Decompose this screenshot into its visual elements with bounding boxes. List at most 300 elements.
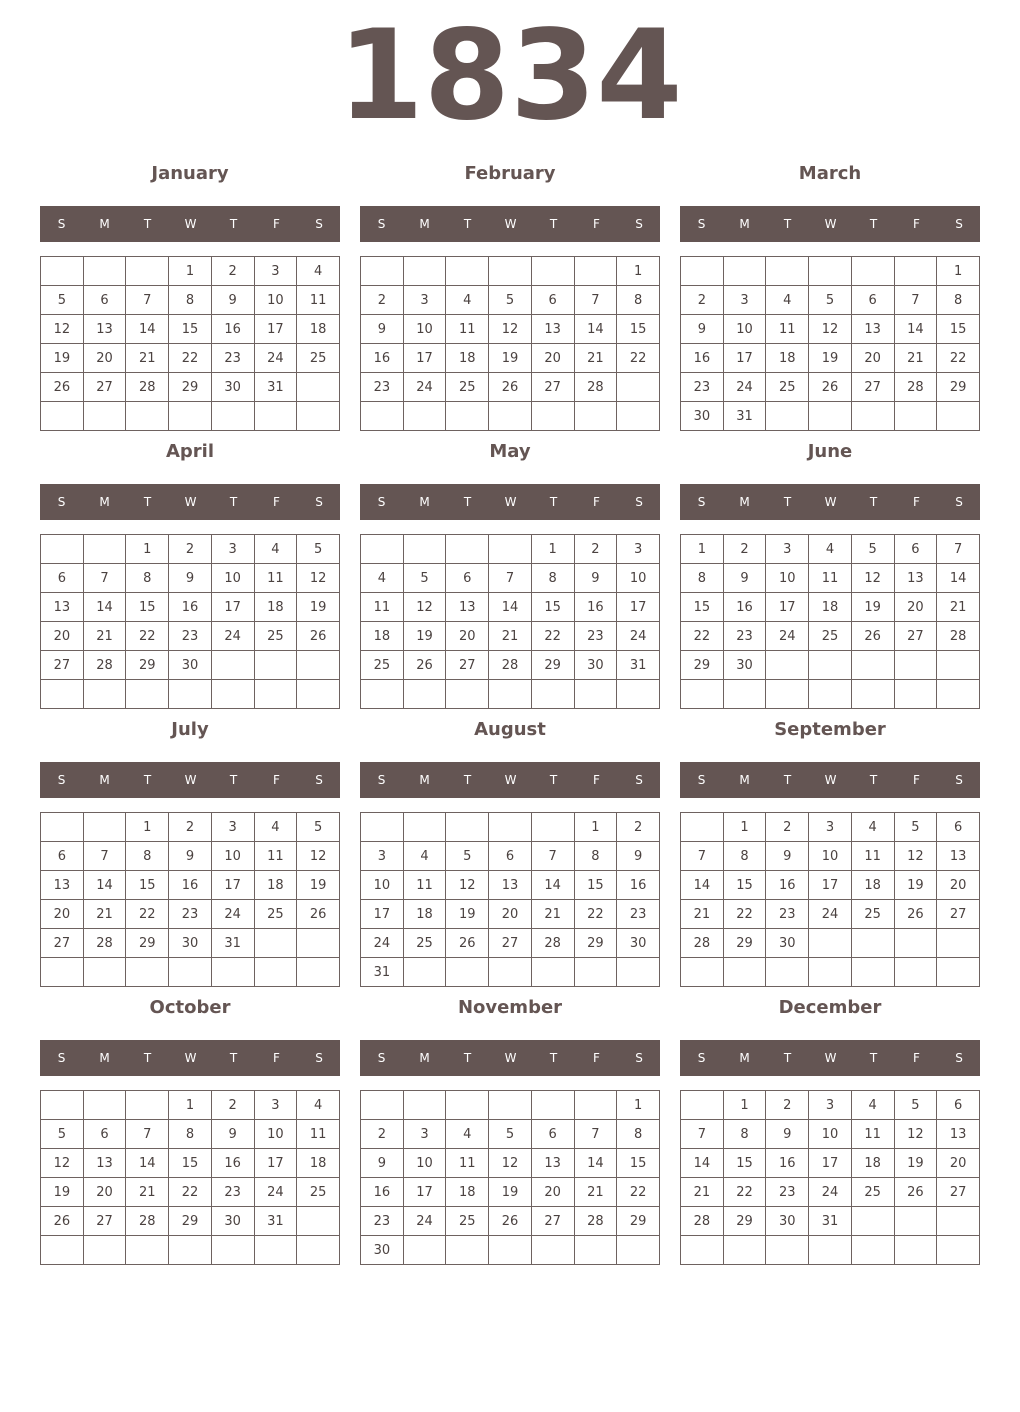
day-cell: 22 xyxy=(723,900,766,929)
day-cell: 8 xyxy=(126,842,169,871)
day-cell xyxy=(297,402,340,431)
day-cell: 19 xyxy=(446,900,489,929)
day-cell: 4 xyxy=(446,1120,489,1149)
day-cell: 10 xyxy=(211,842,254,871)
day-cell: 14 xyxy=(83,871,126,900)
day-cell xyxy=(254,651,297,680)
week-row xyxy=(361,593,660,622)
day-cell: 4 xyxy=(403,842,446,871)
weekday-label: M xyxy=(419,217,430,231)
week-row xyxy=(681,900,980,929)
day-cell xyxy=(83,813,126,842)
day-cell xyxy=(531,257,574,286)
weekday-label: S xyxy=(377,1051,386,1065)
day-cell: 24 xyxy=(403,373,446,402)
day-cell xyxy=(41,958,84,987)
week-row xyxy=(681,958,980,987)
day-cell: 19 xyxy=(851,593,894,622)
day-cell: 17 xyxy=(211,871,254,900)
day-grid xyxy=(40,256,340,431)
day-cell: 15 xyxy=(723,1149,766,1178)
day-cell: 5 xyxy=(809,286,852,315)
day-cell: 8 xyxy=(126,564,169,593)
weekday-label: T xyxy=(549,1051,558,1065)
day-cell: 25 xyxy=(446,1207,489,1236)
day-cell: 3 xyxy=(403,1120,446,1149)
day-cell: 5 xyxy=(41,1120,84,1149)
day-cell: 4 xyxy=(766,286,809,315)
day-cell: 26 xyxy=(894,1178,937,1207)
day-cell xyxy=(83,1091,126,1120)
day-cell xyxy=(574,680,617,709)
day-cell xyxy=(531,813,574,842)
weekday-header xyxy=(40,762,340,798)
day-cell: 20 xyxy=(937,1149,980,1178)
day-cell: 3 xyxy=(723,286,766,315)
day-cell: 28 xyxy=(937,622,980,651)
day-cell: 16 xyxy=(723,593,766,622)
month-name: July xyxy=(171,719,209,740)
week-row xyxy=(41,373,340,402)
day-cell: 18 xyxy=(297,1149,340,1178)
day-cell xyxy=(211,958,254,987)
weekday-label: M xyxy=(99,1051,110,1065)
day-cell xyxy=(617,373,660,402)
weekday-label: T xyxy=(783,217,792,231)
week-row xyxy=(361,1178,660,1207)
day-cell xyxy=(83,1236,126,1265)
day-cell xyxy=(681,680,724,709)
day-cell: 3 xyxy=(617,535,660,564)
month-name: October xyxy=(149,997,231,1018)
day-cell: 20 xyxy=(489,900,532,929)
day-cell xyxy=(489,535,532,564)
day-cell: 29 xyxy=(723,1207,766,1236)
day-cell: 1 xyxy=(681,535,724,564)
day-cell xyxy=(41,813,84,842)
weekday-label: T xyxy=(869,1051,878,1065)
day-cell: 2 xyxy=(361,286,404,315)
day-grid xyxy=(680,256,980,431)
day-cell xyxy=(254,958,297,987)
weekday-header xyxy=(40,1040,340,1076)
weekday-label: W xyxy=(504,495,517,509)
day-cell: 23 xyxy=(169,900,212,929)
day-cell: 11 xyxy=(361,593,404,622)
day-cell: 12 xyxy=(489,1149,532,1178)
day-cell: 16 xyxy=(211,315,254,344)
week-row xyxy=(681,842,980,871)
weekday-label: M xyxy=(419,773,430,787)
day-cell xyxy=(851,1207,894,1236)
day-cell: 1 xyxy=(574,813,617,842)
day-cell: 18 xyxy=(403,900,446,929)
day-cell xyxy=(211,402,254,431)
day-cell: 3 xyxy=(809,1091,852,1120)
day-cell: 8 xyxy=(169,286,212,315)
day-cell xyxy=(361,813,404,842)
day-cell xyxy=(894,958,937,987)
day-cell: 28 xyxy=(489,651,532,680)
day-cell xyxy=(531,680,574,709)
day-cell: 9 xyxy=(766,1120,809,1149)
day-cell xyxy=(894,257,937,286)
week-row xyxy=(681,651,980,680)
weekday-label: F xyxy=(913,1051,920,1065)
day-cell: 10 xyxy=(403,315,446,344)
day-cell: 5 xyxy=(297,535,340,564)
day-cell: 12 xyxy=(851,564,894,593)
day-grid xyxy=(680,534,980,709)
day-cell: 26 xyxy=(403,651,446,680)
day-cell: 5 xyxy=(446,842,489,871)
day-cell xyxy=(254,402,297,431)
day-cell: 14 xyxy=(126,315,169,344)
day-cell: 6 xyxy=(937,1091,980,1120)
day-cell: 17 xyxy=(766,593,809,622)
week-row xyxy=(361,651,660,680)
day-cell xyxy=(126,1236,169,1265)
day-cell: 29 xyxy=(126,651,169,680)
day-cell: 11 xyxy=(254,564,297,593)
day-cell: 20 xyxy=(41,900,84,929)
week-row xyxy=(681,1091,980,1120)
weekday-header xyxy=(40,484,340,520)
day-cell: 19 xyxy=(297,871,340,900)
day-cell xyxy=(809,257,852,286)
day-cell: 22 xyxy=(126,622,169,651)
day-cell: 14 xyxy=(937,564,980,593)
day-cell: 22 xyxy=(681,622,724,651)
day-cell: 1 xyxy=(126,535,169,564)
day-cell: 13 xyxy=(531,315,574,344)
day-cell xyxy=(297,373,340,402)
week-row xyxy=(41,535,340,564)
week-row xyxy=(681,1120,980,1149)
week-row xyxy=(41,813,340,842)
day-cell xyxy=(403,402,446,431)
day-cell: 17 xyxy=(254,1149,297,1178)
day-cell: 8 xyxy=(723,842,766,871)
day-cell: 25 xyxy=(254,622,297,651)
day-cell: 4 xyxy=(446,286,489,315)
day-cell: 8 xyxy=(531,564,574,593)
day-cell: 31 xyxy=(809,1207,852,1236)
day-cell: 12 xyxy=(41,315,84,344)
day-cell: 27 xyxy=(83,373,126,402)
day-cell: 27 xyxy=(531,1207,574,1236)
weekday-label: T xyxy=(143,1051,152,1065)
day-cell: 21 xyxy=(574,344,617,373)
day-cell: 21 xyxy=(937,593,980,622)
day-cell: 6 xyxy=(446,564,489,593)
day-cell: 31 xyxy=(361,958,404,987)
weekday-label: S xyxy=(57,217,66,231)
day-cell: 3 xyxy=(211,535,254,564)
weekday-label: W xyxy=(824,495,837,509)
week-row xyxy=(681,1178,980,1207)
week-row xyxy=(361,958,660,987)
day-cell: 19 xyxy=(894,1149,937,1178)
day-cell: 1 xyxy=(617,257,660,286)
weekday-label: S xyxy=(955,1051,963,1065)
day-cell: 6 xyxy=(531,1120,574,1149)
day-cell: 8 xyxy=(937,286,980,315)
weekday-label: S xyxy=(697,1051,706,1065)
day-cell: 10 xyxy=(211,564,254,593)
day-cell xyxy=(937,651,980,680)
day-cell: 1 xyxy=(617,1091,660,1120)
day-cell: 24 xyxy=(254,344,297,373)
day-cell: 27 xyxy=(894,622,937,651)
weekday-label: S xyxy=(697,217,706,231)
weekday-label: W xyxy=(184,773,197,787)
week-row xyxy=(361,842,660,871)
day-cell: 10 xyxy=(254,286,297,315)
weekday-label: W xyxy=(504,217,517,231)
month-name: September xyxy=(774,719,886,740)
day-cell: 24 xyxy=(809,1178,852,1207)
day-cell: 17 xyxy=(403,1178,446,1207)
day-cell: 4 xyxy=(361,564,404,593)
week-row xyxy=(41,286,340,315)
weekday-label: T xyxy=(229,773,238,787)
day-cell: 24 xyxy=(723,373,766,402)
week-row xyxy=(681,1207,980,1236)
day-cell: 20 xyxy=(851,344,894,373)
weekday-label: S xyxy=(635,1051,643,1065)
day-cell: 13 xyxy=(83,315,126,344)
day-cell: 28 xyxy=(83,651,126,680)
day-cell: 6 xyxy=(894,535,937,564)
day-cell: 2 xyxy=(766,813,809,842)
day-cell: 21 xyxy=(126,344,169,373)
day-cell: 11 xyxy=(851,1120,894,1149)
day-cell xyxy=(446,680,489,709)
day-grid xyxy=(680,812,980,987)
day-cell: 23 xyxy=(361,1207,404,1236)
day-cell: 30 xyxy=(766,929,809,958)
day-cell xyxy=(83,680,126,709)
weekday-label: F xyxy=(273,495,280,509)
day-cell: 21 xyxy=(681,1178,724,1207)
weekday-header xyxy=(680,1040,980,1076)
day-cell: 22 xyxy=(937,344,980,373)
day-cell: 18 xyxy=(297,315,340,344)
month-name: November xyxy=(457,997,563,1018)
day-cell: 31 xyxy=(617,651,660,680)
weekday-label: S xyxy=(57,773,66,787)
weekday-label: S xyxy=(955,495,963,509)
day-cell: 27 xyxy=(937,900,980,929)
weekday-label: F xyxy=(593,217,600,231)
day-cell: 16 xyxy=(361,1178,404,1207)
day-cell: 30 xyxy=(169,929,212,958)
day-cell: 20 xyxy=(446,622,489,651)
day-cell: 21 xyxy=(574,1178,617,1207)
day-cell: 4 xyxy=(851,813,894,842)
weekday-label: T xyxy=(463,773,472,787)
weekday-header xyxy=(360,484,660,520)
day-cell xyxy=(297,1207,340,1236)
day-cell: 4 xyxy=(254,813,297,842)
day-cell: 16 xyxy=(681,344,724,373)
day-cell xyxy=(403,680,446,709)
day-cell: 28 xyxy=(126,373,169,402)
day-cell xyxy=(809,651,852,680)
weekday-label: T xyxy=(229,1051,238,1065)
weekday-label: T xyxy=(869,495,878,509)
day-cell: 29 xyxy=(169,373,212,402)
day-cell: 3 xyxy=(766,535,809,564)
day-cell xyxy=(254,680,297,709)
day-grid xyxy=(360,256,660,431)
day-cell: 26 xyxy=(894,900,937,929)
day-cell: 28 xyxy=(681,929,724,958)
weekday-label: T xyxy=(463,1051,472,1065)
day-cell: 30 xyxy=(211,1207,254,1236)
day-cell xyxy=(809,929,852,958)
weekday-label: M xyxy=(739,217,750,231)
weekday-label: W xyxy=(184,1051,197,1065)
day-cell: 16 xyxy=(211,1149,254,1178)
day-grid xyxy=(360,534,660,709)
day-cell xyxy=(446,257,489,286)
weekday-header xyxy=(680,206,980,242)
weekday-label: T xyxy=(869,773,878,787)
day-cell: 21 xyxy=(894,344,937,373)
day-cell xyxy=(894,929,937,958)
day-cell xyxy=(851,257,894,286)
week-row xyxy=(361,373,660,402)
day-cell xyxy=(489,1091,532,1120)
day-cell: 13 xyxy=(83,1149,126,1178)
day-cell xyxy=(937,929,980,958)
week-row xyxy=(41,958,340,987)
day-cell: 27 xyxy=(41,651,84,680)
week-row xyxy=(681,402,980,431)
day-cell: 9 xyxy=(169,564,212,593)
day-cell xyxy=(531,1091,574,1120)
day-cell xyxy=(211,680,254,709)
day-cell: 14 xyxy=(489,593,532,622)
week-row xyxy=(41,929,340,958)
week-row xyxy=(361,564,660,593)
day-cell xyxy=(403,958,446,987)
day-cell xyxy=(446,1091,489,1120)
day-cell: 18 xyxy=(809,593,852,622)
day-cell: 7 xyxy=(937,535,980,564)
day-cell: 1 xyxy=(531,535,574,564)
day-cell: 25 xyxy=(766,373,809,402)
week-row xyxy=(681,315,980,344)
day-cell: 25 xyxy=(361,651,404,680)
day-cell: 19 xyxy=(41,1178,84,1207)
day-cell: 11 xyxy=(297,1120,340,1149)
day-cell: 20 xyxy=(41,622,84,651)
day-cell: 28 xyxy=(83,929,126,958)
week-row xyxy=(41,871,340,900)
day-cell: 10 xyxy=(403,1149,446,1178)
day-cell xyxy=(809,958,852,987)
day-cell: 17 xyxy=(361,900,404,929)
day-cell: 30 xyxy=(766,1207,809,1236)
day-cell xyxy=(446,813,489,842)
day-cell: 1 xyxy=(169,257,212,286)
weekday-label: S xyxy=(57,495,66,509)
week-row xyxy=(361,257,660,286)
day-cell xyxy=(531,958,574,987)
day-cell xyxy=(446,535,489,564)
weekday-label: S xyxy=(955,217,963,231)
day-cell: 27 xyxy=(83,1207,126,1236)
weekday-label: S xyxy=(635,217,643,231)
weekday-label: F xyxy=(913,495,920,509)
day-grid xyxy=(360,1090,660,1265)
day-cell: 7 xyxy=(489,564,532,593)
weekday-label: T xyxy=(783,1051,792,1065)
day-cell xyxy=(361,1091,404,1120)
weekday-label: S xyxy=(697,495,706,509)
month-name: June xyxy=(807,441,853,462)
weekday-label: W xyxy=(504,773,517,787)
day-cell: 23 xyxy=(723,622,766,651)
week-row xyxy=(681,286,980,315)
day-cell xyxy=(126,1091,169,1120)
week-row xyxy=(41,1236,340,1265)
day-cell: 21 xyxy=(489,622,532,651)
week-row xyxy=(681,1236,980,1265)
day-cell: 10 xyxy=(617,564,660,593)
day-cell: 3 xyxy=(254,1091,297,1120)
week-row xyxy=(361,1207,660,1236)
weekday-label: T xyxy=(463,217,472,231)
weekday-label: S xyxy=(315,1051,323,1065)
day-cell xyxy=(723,257,766,286)
day-cell xyxy=(169,402,212,431)
day-cell: 11 xyxy=(254,842,297,871)
day-cell xyxy=(489,257,532,286)
day-cell: 1 xyxy=(126,813,169,842)
day-cell: 31 xyxy=(211,929,254,958)
day-cell: 26 xyxy=(41,1207,84,1236)
day-cell: 17 xyxy=(403,344,446,373)
day-cell: 31 xyxy=(254,1207,297,1236)
day-cell xyxy=(41,680,84,709)
week-row xyxy=(361,900,660,929)
day-cell: 23 xyxy=(574,622,617,651)
day-cell xyxy=(169,1236,212,1265)
day-cell xyxy=(489,402,532,431)
day-cell: 3 xyxy=(809,813,852,842)
day-cell: 7 xyxy=(574,286,617,315)
weekday-label: F xyxy=(913,773,920,787)
weekday-label: M xyxy=(739,773,750,787)
day-cell: 31 xyxy=(723,402,766,431)
day-cell xyxy=(574,1236,617,1265)
day-cell: 8 xyxy=(574,842,617,871)
day-cell: 1 xyxy=(169,1091,212,1120)
day-cell xyxy=(254,929,297,958)
day-cell: 7 xyxy=(681,1120,724,1149)
weekday-label: T xyxy=(143,773,152,787)
day-cell: 26 xyxy=(297,622,340,651)
day-cell: 24 xyxy=(617,622,660,651)
weekday-label: T xyxy=(783,495,792,509)
day-cell: 13 xyxy=(489,871,532,900)
day-cell xyxy=(126,958,169,987)
day-cell: 6 xyxy=(531,286,574,315)
